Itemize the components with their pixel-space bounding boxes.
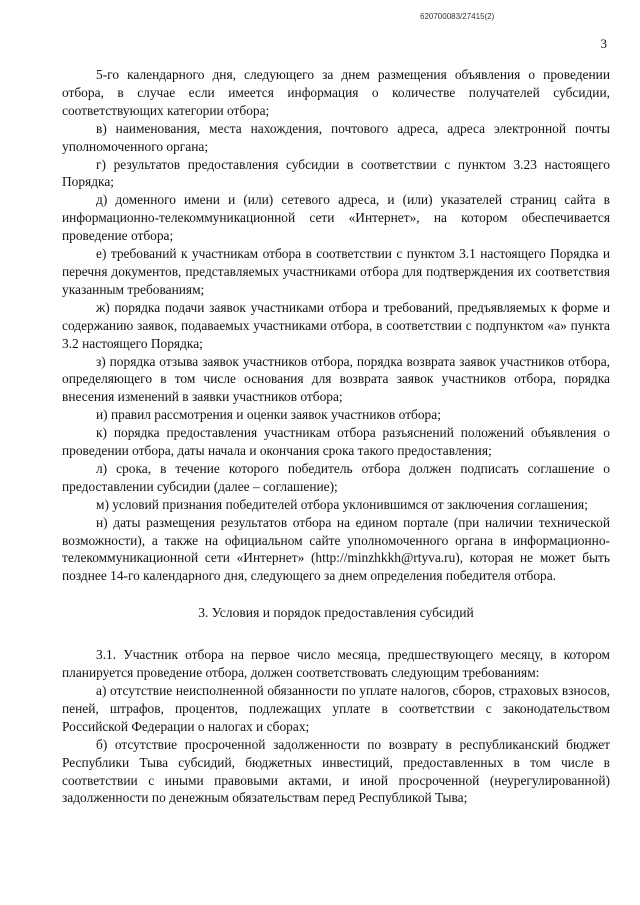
requirement-a: а) отсутствие неисполненной обязанности по уплате налогов, сборов, страховых взносов, пеней, штрафов, процентов, подлежащих уплате в соответствии с законодательством Российской Федерации о налогах и сборах;: [62, 683, 610, 734]
list-item-z: з) порядка отзыва заявок участников отбора, порядка возврата заявок участников отбора, определяющего в том числе основания для возврата заявок участников отбора, порядка внесения изменений в заявки участников отбора;: [62, 353, 610, 405]
list-item-g: г) результатов предоставления субсидии в соответствии с пунктом 3.23 настоящего Порядка;: [62, 156, 610, 190]
page-number: 3: [600, 36, 607, 51]
paragraph-continuation: 5-го календарного дня, следующего за днем размещения объявления о проведении отбора, в случае если имеется информация о количестве получателей субсидии, соответствующих категории отбора;: [62, 67, 610, 118]
list-item-d: д) доменного имени и (или) сетевого адреса, и (или) указателей страниц сайта в информационно-телекоммуникационной сети «Интернет», на котором обеспечивается проведение отбора;: [62, 192, 610, 244]
list-item-n: н) даты размещения результатов отбора на едином портале (при наличии технической возможности), а также на официальном сайте уполномоченного органа в информационно-телекоммуникационной сети «Интернет» (http://minzhkkh@rtyva.ru), которая не может быть позднее 14-го календарного дня, следующего за днем определения победителя отбора.: [62, 514, 610, 584]
document-id: 620700083/27415(2): [420, 12, 495, 21]
requirement-b: б) отсутствие просроченной задолженности по возврату в республиканский бюджет Республики Тыва субсидий, бюджетных инвестиций, предоставленных в том числе в соответствии с иными правовыми актами, и иной просроченной (неурегулированной) задолженности по денежным обязательствам перед Республикой Тыва;: [62, 736, 610, 806]
list-item-v: в) наименования, места нахождения, почтового адреса, адреса электронной почты уполномоченного органа;: [62, 120, 610, 154]
list-item-k: к) порядка предоставления участникам отбора разъяснений положений объявления о проведении отбора, даты начала и окончания срока такого предоставления;: [62, 425, 610, 459]
list-item-e: е) требований к участникам отбора в соответствии с пунктом 3.1 настоящего Порядка и перечня документов, представляемых участниками отбора для подтверждения их соответствия указанным требованиям;: [62, 246, 610, 297]
document-body: [62, 66, 610, 807]
list-item-i: и) правил рассмотрения и оценки заявок участников отбора;: [96, 407, 441, 423]
list-item-zh: ж) порядка подачи заявок участниками отбора и требований, предъявляемых к форме и содержанию заявок, подаваемых участниками отбора, в соответствии с подпунктом «а» пункта 3.2 настоящего Порядка;: [62, 299, 610, 351]
clause-3-1: 3.1. Участник отбора на первое число месяца, предшествующего месяцу, в котором планируется проведение отбора, должен соответствовать следующим требованиям:: [62, 647, 610, 681]
list-item-l: л) срока, в течение которого победитель отбора должен подписать соглашение о предоставлении субсидии (далее – соглашение);: [62, 460, 610, 494]
section-heading: 3. Условия и порядок предоставления субсидий: [198, 605, 474, 621]
list-item-m: м) условий признания победителей отбора уклонившимся от заключения соглашения;: [96, 496, 588, 512]
